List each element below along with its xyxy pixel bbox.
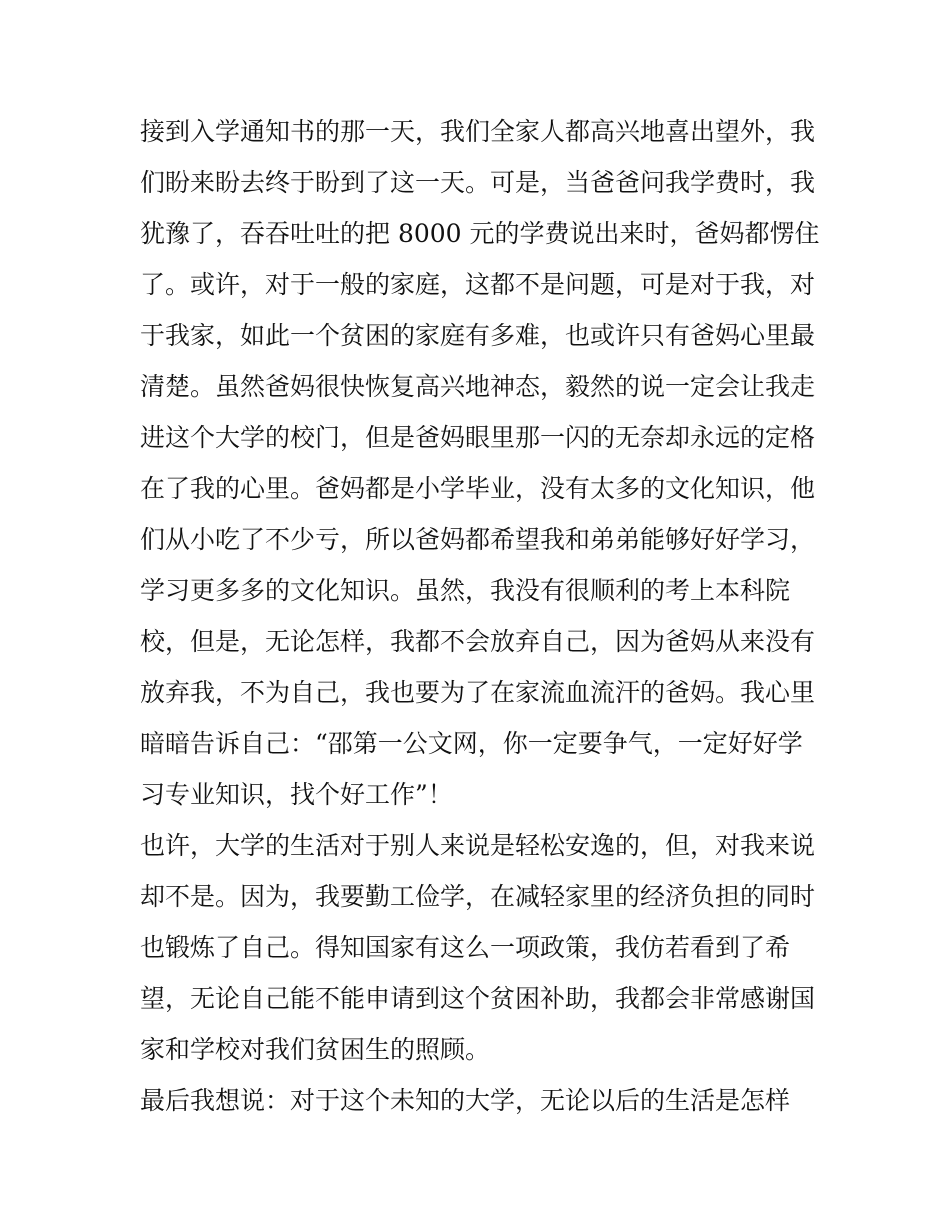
text-line: 也许，大学的生活对于别人来说是轻松安逸的，但，对我来说 <box>140 831 816 860</box>
text-line: 于我家，如此一个贫困的家庭有多难，也或许只有爸妈心里最 <box>140 321 816 350</box>
text-line: 放弃我，不为自己，我也要为了在家流血流汗的爸妈。我心里 <box>140 678 816 707</box>
text-line: 却不是。因为，我要勤工俭学，在减轻家里的经济负担的同时 <box>140 882 816 911</box>
body-text <box>140 106 820 1126</box>
text-line: 最后我想说：对于这个未知的大学，无论以后的生活是怎样 <box>140 1086 791 1115</box>
text-line: 习专业知识，找个好工作”！ <box>140 780 453 809</box>
text-line: 家和学校对我们贫困生的照顾。 <box>140 1035 491 1064</box>
text-line: 们从小吃了不少亏，所以爸妈都希望我和弟弟能够好好学习， <box>140 525 816 554</box>
text-line: 校，但是，无论怎样，我都不会放弃自己，因为爸妈从来没有 <box>140 627 816 656</box>
text-line: 进这个大学的校门，但是爸妈眼里那一闪的无奈却永远的定格 <box>140 423 816 452</box>
text-line: 接到入学通知书的那一天，我们全家人都高兴地喜出望外，我 <box>140 117 816 146</box>
text-line: 在了我的心里。爸妈都是小学毕业，没有太多的文化知识，他 <box>140 474 816 503</box>
text-line: 学习更多多的文化知识。虽然，我没有很顺利的考上本科院 <box>140 576 791 605</box>
text-line: 也锻炼了自己。得知国家有这么一项政策，我仿若看到了希 <box>140 933 791 962</box>
text-line: 了。或许，对于一般的家庭，这都不是问题，可是对于我，对 <box>140 270 816 299</box>
text-line: 暗暗告诉自己：“邵第一公文网，你一定要争气，一定好好学 <box>140 729 803 758</box>
text-line: 们盼来盼去终于盼到了这一天。可是，当爸爸问我学费时，我 <box>140 168 816 197</box>
text-line: 清楚。虽然爸妈很快恢复高兴地神态，毅然的说一定会让我走 <box>140 372 816 401</box>
text-line: 望，无论自己能不能申请到这个贫困补助，我都会非常感谢国 <box>140 984 816 1013</box>
text-line: 犹豫了，吞吞吐吐的把 8000 元的学费说出来时，爸妈都愣住 <box>140 219 820 248</box>
